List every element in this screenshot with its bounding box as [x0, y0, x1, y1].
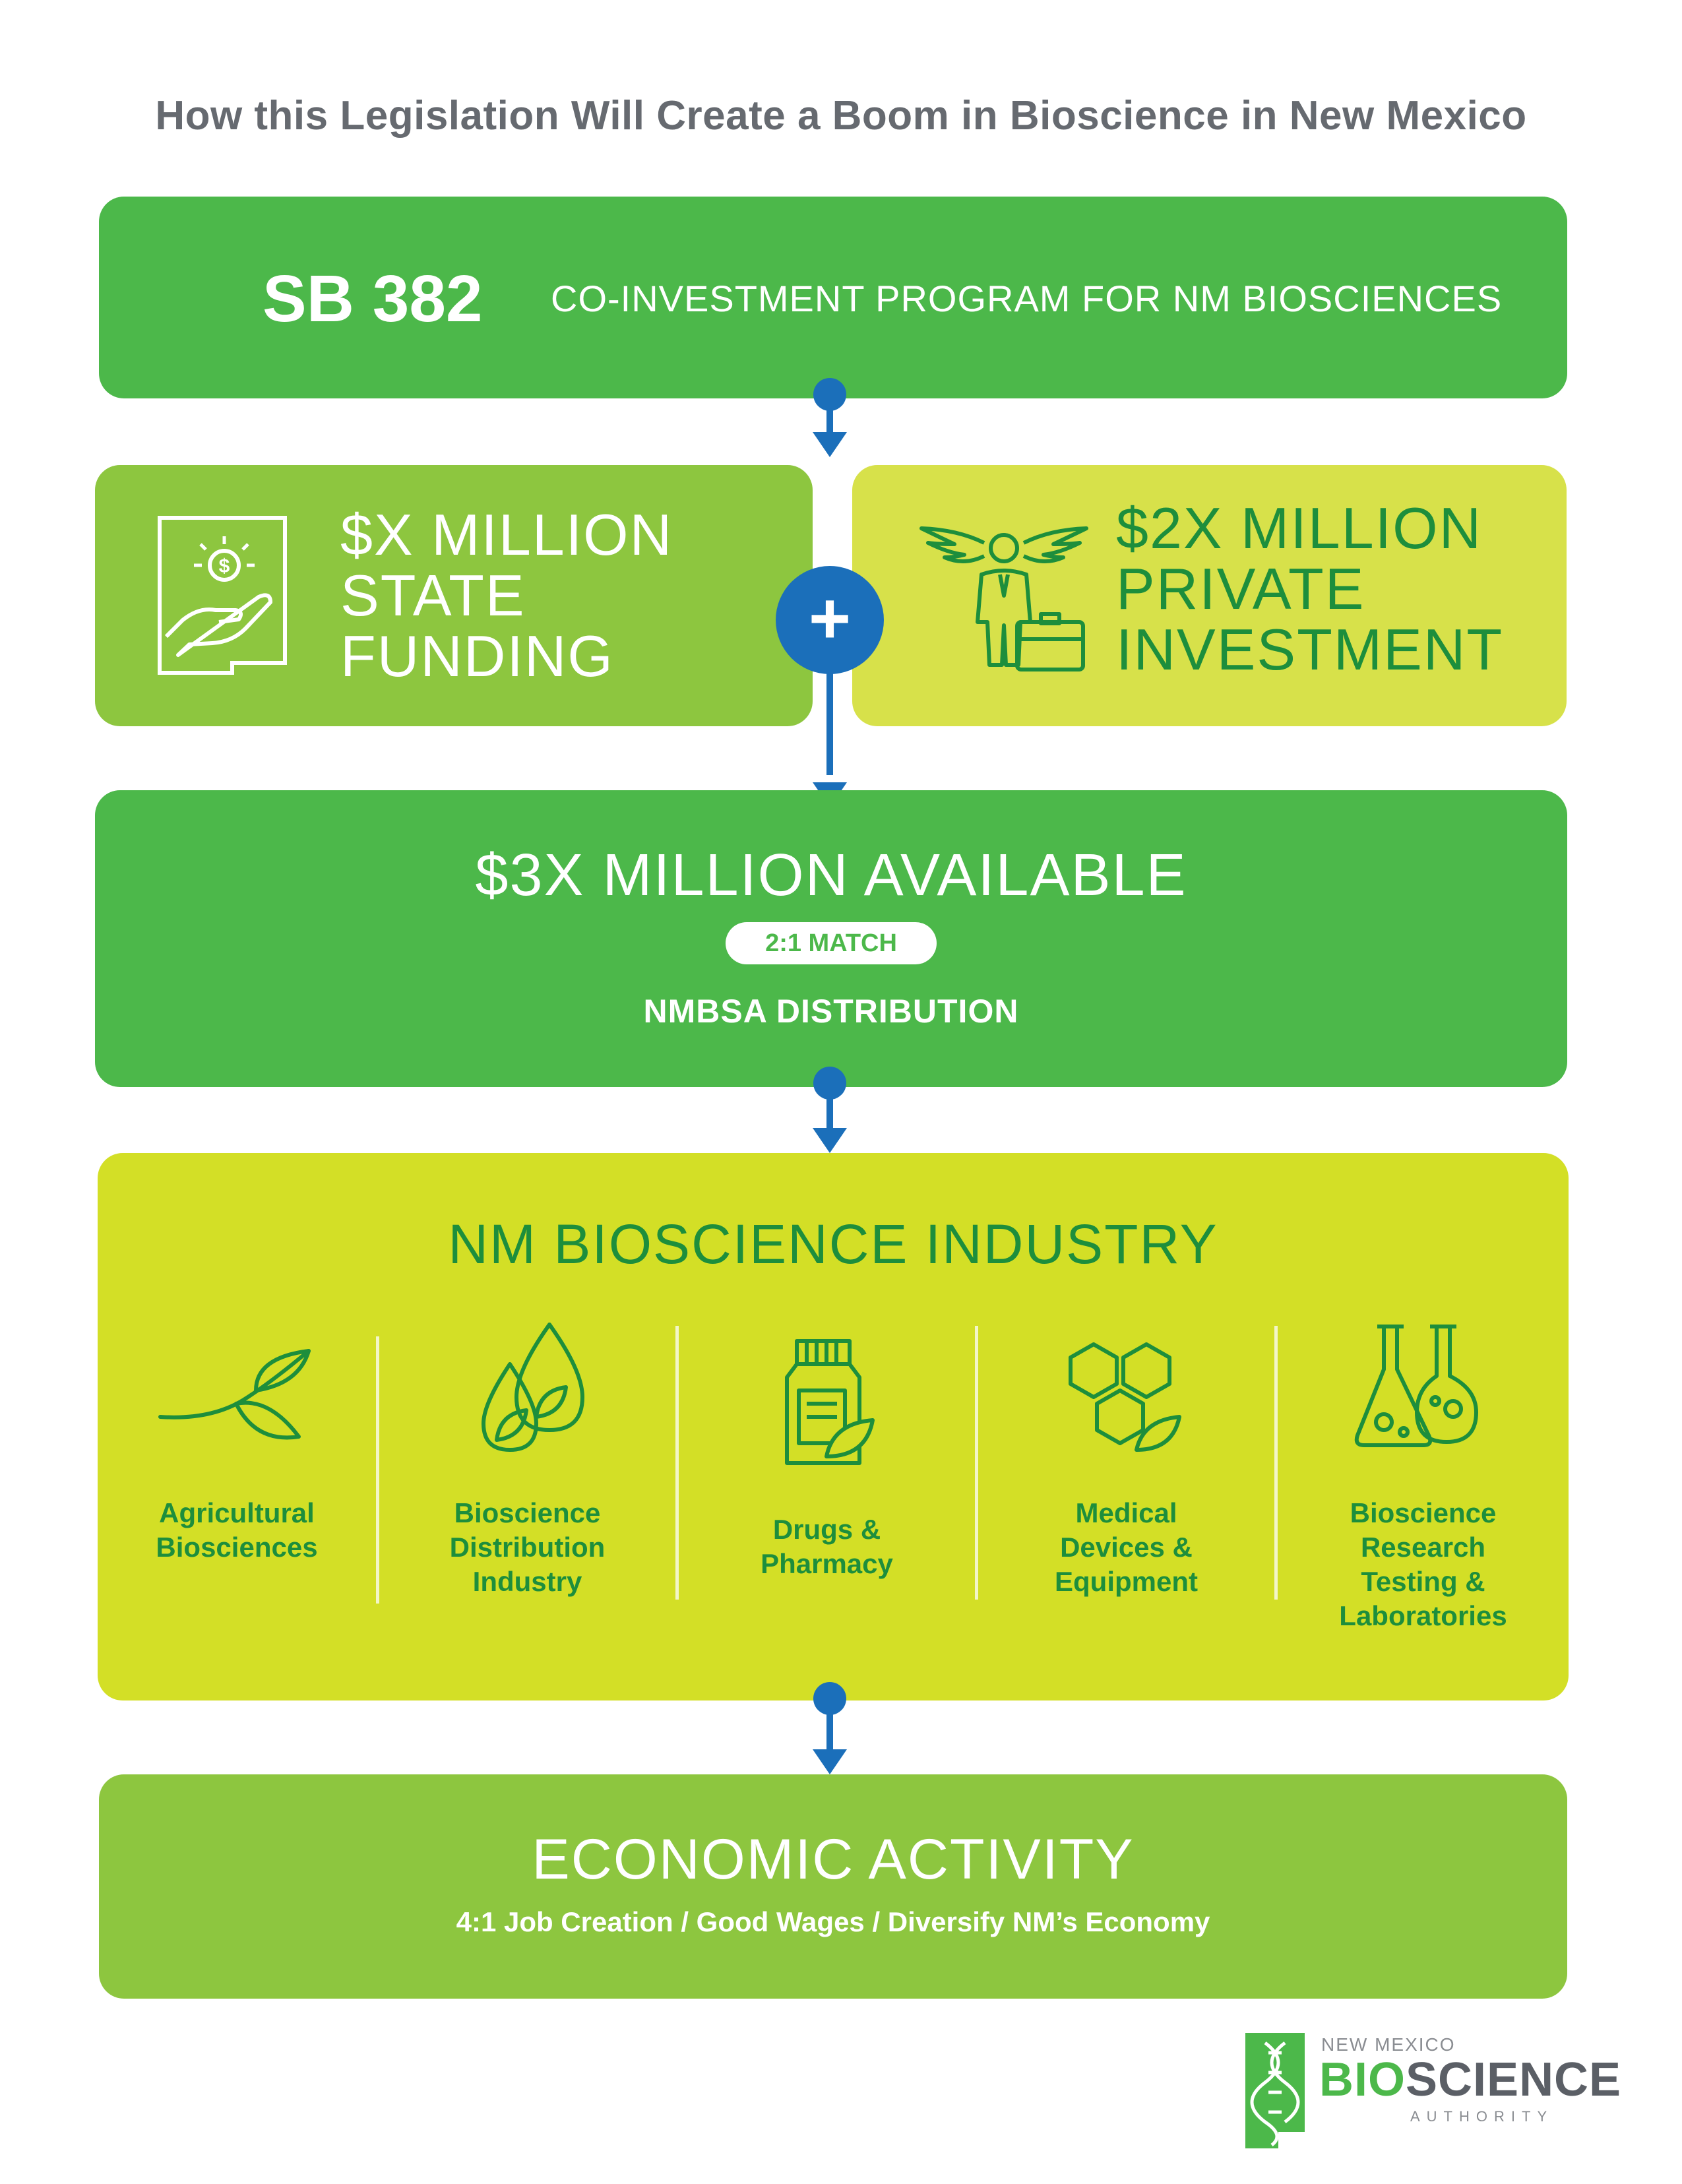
sector-line: Devices &: [1060, 1532, 1193, 1563]
logo-science: SCIENCE: [1406, 2053, 1622, 2106]
industry-box: [98, 1153, 1569, 1700]
economic-box: [99, 1774, 1567, 1999]
angel-investor-icon: [918, 516, 1090, 675]
sector-label: [679, 1513, 975, 1581]
hand-coin-nm-icon: [153, 511, 292, 679]
arrow-down-icon: [813, 1128, 847, 1153]
sector-line: Equipment: [1055, 1566, 1198, 1597]
sector-line: Laboratories: [1339, 1600, 1507, 1631]
nm-dna-logo-icon: [1245, 2033, 1311, 2152]
economic-subtext: 4:1 Job Creation / Good Wages / Diversify NM’s Economy: [456, 1906, 1210, 1937]
page-title: How this Legislation Will Create a Boom in Bioscience in New Mexico: [155, 93, 1527, 139]
available-heading: $3X MILLION AVAILABLE: [475, 842, 1187, 908]
sector-label: [379, 1496, 675, 1599]
state-funding-line: $X MILLION: [340, 502, 673, 567]
sector-line: Drugs &: [772, 1514, 881, 1545]
sector-line: Industry: [472, 1566, 582, 1597]
sector-label: [978, 1496, 1274, 1599]
logo-top-text: NEW MEXICO: [1321, 2034, 1456, 2055]
sector-line: Pharmacy: [761, 1548, 893, 1579]
sector-line: Distribution: [449, 1532, 606, 1563]
bill-box: [99, 197, 1567, 398]
bill-description: CO-INVESTMENT PROGRAM FOR NM BIOSCIENCES: [551, 278, 1503, 319]
private-investment-box: [852, 465, 1567, 726]
state-funding-line: STATE: [340, 563, 526, 628]
pill-bottle-icon: [780, 1338, 879, 1470]
svg-text:$: $: [218, 555, 230, 577]
distribution-label: NMBSA DISTRIBUTION: [643, 993, 1019, 1030]
logo: [1245, 2033, 1622, 2152]
droplets-leaf-icon: [470, 1318, 596, 1456]
state-funding-text: [340, 502, 673, 689]
connector-line: [826, 396, 833, 435]
sector-line: Bioscience: [454, 1497, 601, 1528]
bill-number: SB 382: [263, 262, 483, 336]
sector-label: [98, 1496, 376, 1565]
available-box: [95, 790, 1567, 1087]
economic-heading: ECONOMIC ACTIVITY: [532, 1828, 1135, 1891]
logo-bottom-text: AUTHORITY: [1410, 2108, 1554, 2125]
state-funding-line: FUNDING: [340, 623, 614, 689]
private-investment-line: INVESTMENT: [1116, 617, 1504, 682]
private-investment-line: PRIVATE: [1116, 556, 1365, 621]
plus-circle: +: [776, 566, 884, 674]
private-investment-line: $2X MILLION: [1116, 495, 1483, 561]
sector-line: Agricultural: [159, 1497, 315, 1528]
hexagon-molecule-icon: [1064, 1338, 1189, 1463]
state-funding-box: [95, 465, 813, 726]
sector-line: Testing &: [1361, 1566, 1485, 1597]
sector-line: Bioscience: [1350, 1497, 1497, 1528]
logo-bio: BIO: [1319, 2053, 1406, 2106]
sector-line: Research: [1360, 1532, 1486, 1563]
match-badge: 2:1 MATCH: [726, 922, 937, 964]
connector-line: [826, 1085, 833, 1131]
sector-line: Medical: [1075, 1497, 1177, 1528]
logo-wordmark: [1319, 2053, 1621, 2107]
sector-line: Biosciences: [156, 1532, 318, 1563]
lab-flask-icon: [1351, 1323, 1496, 1455]
industry-heading: NM BIOSCIENCE INDUSTRY: [448, 1213, 1218, 1275]
sector-label: [1278, 1496, 1569, 1633]
connector-line: [826, 1700, 833, 1753]
private-investment-text: [1116, 495, 1504, 682]
arrow-down-icon: [813, 1749, 847, 1774]
arrow-down-icon: [813, 432, 847, 457]
leaf-branch-icon: [157, 1344, 322, 1450]
